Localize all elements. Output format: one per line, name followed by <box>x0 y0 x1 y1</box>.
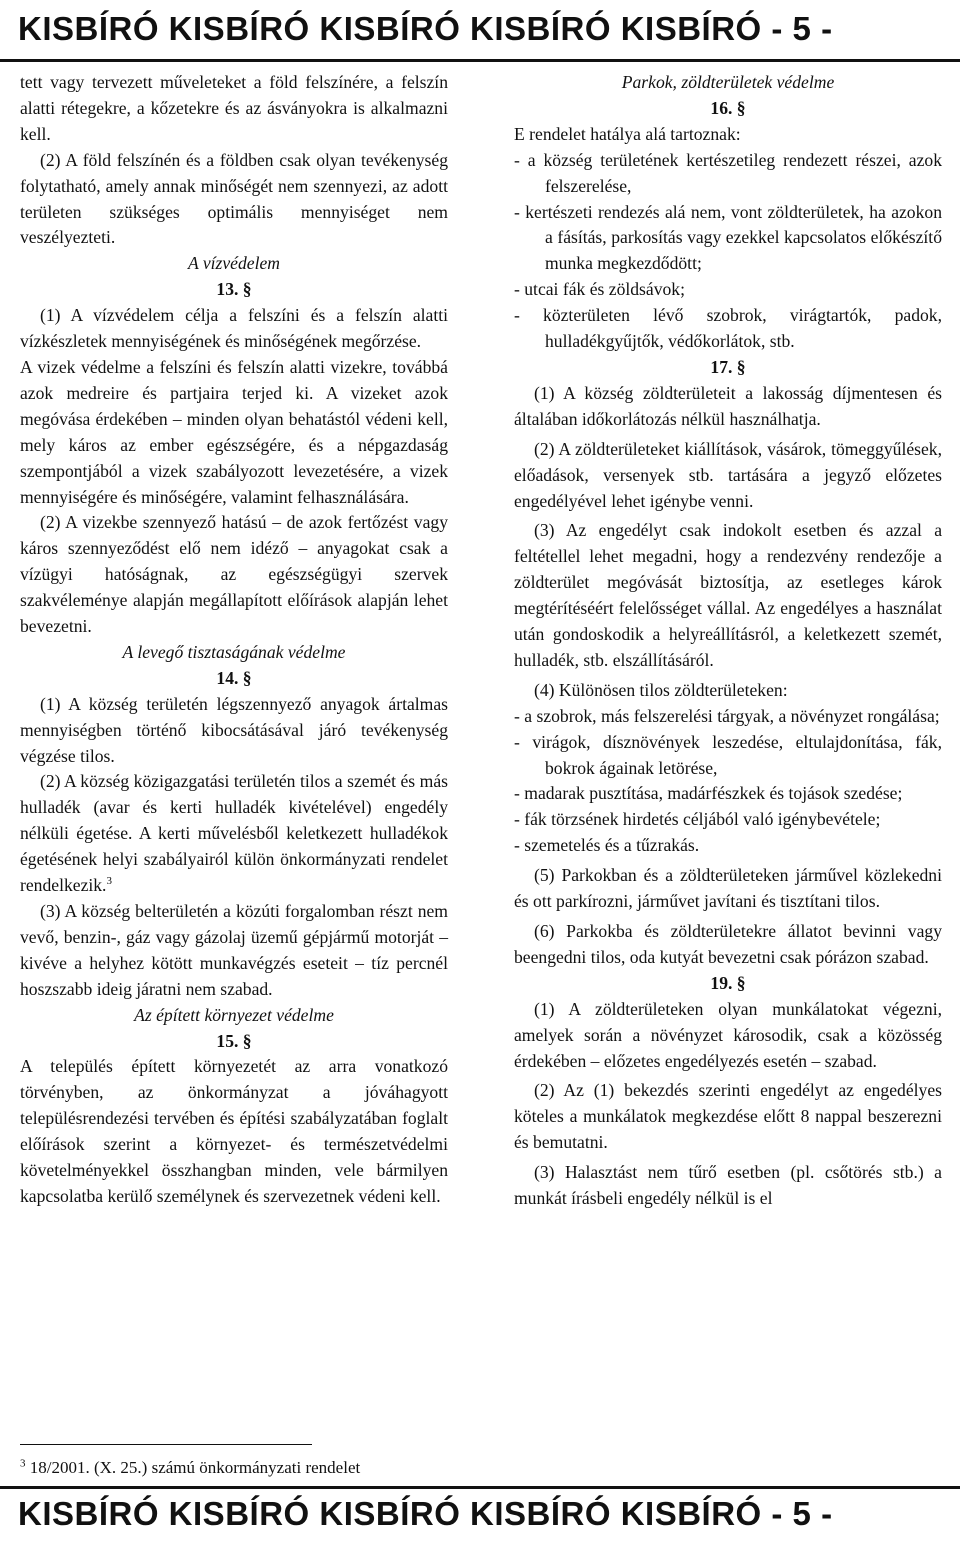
paragraph: (1) A község területén légszennyező anyagok ártalmas mennyiségben történő kibocsátásával járó tevékenység végzése tilos. <box>20 693 448 766</box>
paragraph: (1) A község zöldterületeit a lakosság díjmentesen és általában időkorlátozás nélkül használhatja. <box>514 382 942 429</box>
list-item: - fák törzsének hirdetés céljából való igénybevétele; <box>514 809 881 830</box>
list-item: - a szobrok, más felszerelési tárgyak, a növényzet rongálása; <box>514 705 940 726</box>
paragraph-text: (2) A község közigazgatási területén tilos a szemét és más hulladék (avar és kerti hulladék kivételével) engedély nélküli égetése. A kerti művelésből keletkezett hulladékok égetésének helyi szabályairól külön önkormányzati rendelet rendelkezik. <box>20 771 448 896</box>
footnote <box>20 1456 360 1480</box>
paragraph: (4) Különösen tilos zöldterületeken: <box>534 679 788 700</box>
paragraph: (2) A zöldterületeket kiállítások, vásárok, tömeggyűlések, előadások, versenyek stb. tartására a jegyző előzetes engedélyével lehet igénybe venni. <box>514 438 942 511</box>
paragraph: tett vagy tervezett műveleteket a föld felszínére, a felszín alatti rétegekre, a kőzetekre és az ásványokra is alkalmazni kell. <box>20 72 448 144</box>
paragraph: E rendelet hatálya alá tartoznak: <box>514 123 741 144</box>
list-item: - közterületen lévő szobrok, virágtartók, padok, hulladékgyűjtők, védőkorlátok, stb. <box>514 305 942 352</box>
list-item: - madarak pusztítása, madárfészkek és tojások szedése; <box>514 783 903 804</box>
paragraph: (5) Parkokban és a zöldterületeken járművel közlekedni és ott parkírozni, járművet javítani és tisztítani tilos. <box>514 865 942 912</box>
list-item: - virágok, dísznövények leszedése, eltulajdonítása, fák, bokrok ágainak letörése, <box>514 731 942 778</box>
page-header: KISBÍRÓ KISBÍRÓ KISBÍRÓ KISBÍRÓ KISBÍRÓ - 5 - <box>0 0 960 62</box>
section-heading-built: Az épített környezet védelme <box>134 1004 334 1025</box>
footnote-divider <box>20 1444 312 1445</box>
paragraph <box>20 769 448 899</box>
paragraph: A település épített környezetét az arra vonatkozó törvényben, az önkormányzat a jóváhagyott településrendezési tervében és építési szabályzatában foglalt előírások szerint a környezet- és természetvédelmi követelményekkel összhangban minden, vele bármilyen kapcsolatba kerülő személynek és szervezetnek védeni kell. <box>20 1056 448 1206</box>
list-item: - a község területének kertészetileg rendezett részei, azok felszerelése, <box>514 149 942 196</box>
page-footer: KISBÍRÓ KISBÍRÓ KISBÍRÓ KISBÍRÓ KISBÍRÓ - 5 - <box>0 1486 960 1541</box>
paragraph: (1) A zöldterületeken olyan munkálatokat végezni, amelyek során a növényzet károsodik, csak a közösség érdekében – előzetes engedélyezés esetén – szabad. <box>514 998 942 1071</box>
paragraph: (3) A község belterületén a közúti forgalomban részt nem vevő, benzin-, gáz vagy gázolaj üzemű gépjármű motorját – kivéve a helyhez kötött munkavégzés eseteit – tíz percnél hoszszabb ideig járatni nem szabad. <box>20 901 448 999</box>
section-heading-parks: Parkok, zöldterületek védelme <box>621 72 835 92</box>
footnote-ref: 3 <box>106 875 112 888</box>
paragraph: (2) A vizekbe szennyező hatású – de azok fertőzést vagy káros szennyeződést elő nem idéző – anyagokat csak a vízügyi hatóságnak, az egészségügyi szervek szakvéleménye alapján megállapított előírások alapján lehet bevezetni. <box>20 512 448 637</box>
list-item: - kertészeti rendezés alá nem, vont zöldterületek, ha azokon a fásítás, parkosítás vagy ezekkel kapcsolatos előkészítő munka megkezdődött; <box>514 201 942 274</box>
footnote-text: 18/2001. (X. 25.) számú önkormányzati rendelet <box>29 1458 361 1477</box>
footnote-number: 3 <box>20 1457 26 1470</box>
paragraph: (1) A vízvédelem célja a felszíni és a felszín alatti vízkészletek mennyiségének és minőségének megőrzése. <box>20 305 448 352</box>
paragraph: (2) A föld felszínén és a földben csak olyan tevékenység folytatható, amely annak minőségét nem szennyezi, az adott területen szükséges optimális mennyiséget nem veszélyezteti. <box>20 149 448 248</box>
paragraph: (3) Halasztást nem tűrő esetben (pl. csőtörés stb.) a munkát írásbeli engedély nélkül is el <box>514 1162 942 1209</box>
list-item: - utcai fák és zöldsávok; <box>514 279 685 300</box>
section-number-19: 19. § <box>710 972 746 993</box>
paragraph: (6) Parkokba és zöldterületekre állatot bevinni vagy beengedni tilos, oda kutyát bevezetni csak pórázon szabad. <box>514 921 942 967</box>
paragraph: A vizek védelme a felszíni és felszín alatti vizekre, továbbá azok medreire és partjaira terjed ki. A vizeket azok megóvása érdekében – minden olyan behatástól védeni kell, mely káros az ember egészségére, és a népgazdaság szempontjából a vizek szabályozott levezetésére, a vizek mennyiségére és minőségére, valamint felhasználására. <box>20 356 448 507</box>
section-heading-air: A levegő tisztaságának védelme <box>122 641 346 662</box>
list-item: - szemetelés és a tűzrakás. <box>514 835 700 856</box>
section-number-16: 16. § <box>710 97 746 118</box>
section-number-14: 14. § <box>216 667 252 688</box>
right-column <box>514 70 942 1212</box>
section-heading-water: A vízvédelem <box>188 253 280 274</box>
left-column <box>20 70 448 1210</box>
section-number-13: 13. § <box>216 279 252 300</box>
section-number-15: 15. § <box>216 1030 252 1051</box>
paragraph: (3) Az engedélyt csak indokolt esetben és azzal a feltétellel lehet megadni, hogy a rendezvény rendezője a zöldterület megóvását biztosítja, az esetleges károk megtérítéséért felelősséget vállal. Az engedélyes a használat után gondoskodik a helyreállításról, a keletkezett szemét, hulladék, stb. elszállításáról. <box>514 520 942 670</box>
paragraph: (2) Az (1) bekezdés szerinti engedélyt az engedélyes köteles a munkálatok megkezdése előtt 8 nappal beszerezni és bemutatni. <box>514 1080 942 1153</box>
section-number-17: 17. § <box>710 356 746 377</box>
